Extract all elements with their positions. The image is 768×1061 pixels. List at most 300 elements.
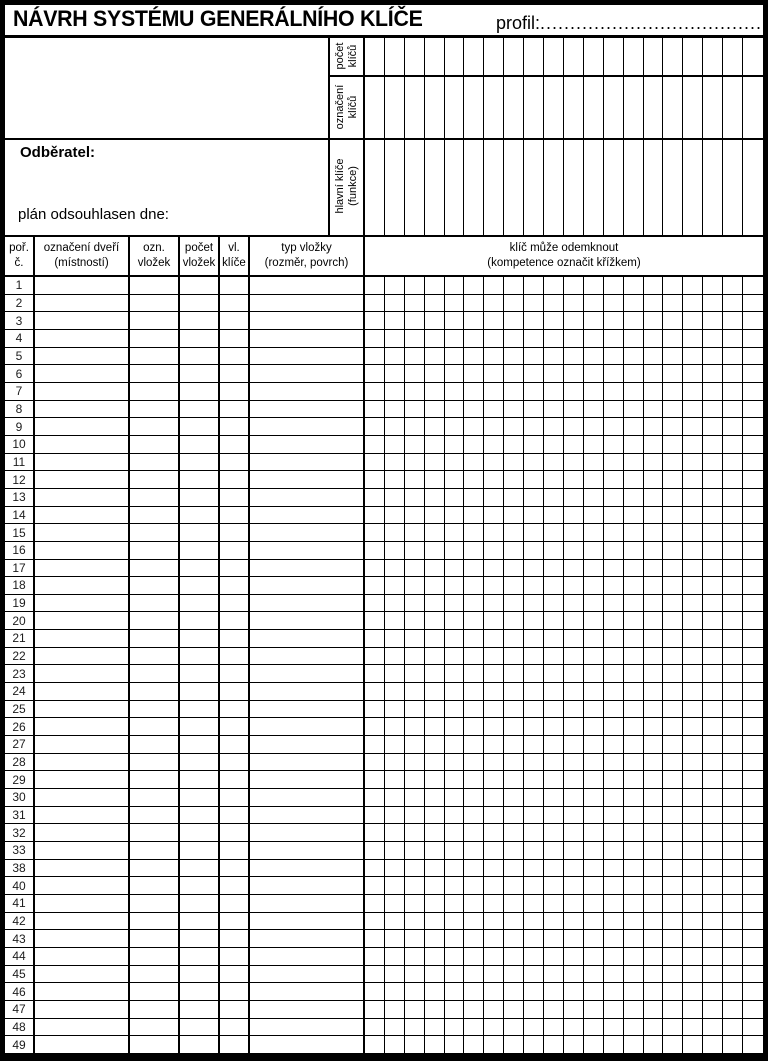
competence-cell [425,983,445,1000]
competence-cell [723,330,743,347]
competence-cell [703,736,723,753]
competence-cell [445,1019,465,1036]
key-grid-cell [644,137,664,235]
competence-cell [624,612,644,629]
competence-cell [445,665,465,682]
competence-cell [365,913,385,930]
competence-cell [445,948,465,965]
competence-grid [365,401,763,418]
row-number: 44 [5,948,35,965]
table-row [5,560,763,578]
competence-cell [703,595,723,612]
competence-grid [365,524,763,541]
competence-cell [464,560,484,577]
competence-cell [723,842,743,859]
empty-cell [250,718,365,735]
key-grid-cell [703,137,723,235]
empty-cell [220,401,250,418]
competence-cell [405,1019,425,1036]
competence-cell [624,542,644,559]
empty-cell [130,577,180,594]
competence-cell [484,595,504,612]
empty-cell [220,824,250,841]
row-number: 3 [5,312,35,329]
competence-cell [544,736,564,753]
key-grid-cell [624,137,644,235]
key-grid-cell [445,137,465,235]
empty-cell [250,877,365,894]
competence-cell [405,948,425,965]
empty-cell [180,330,220,347]
row-number: 30 [5,789,35,806]
key-grid-cell [504,38,524,75]
table-header-row [5,237,763,277]
competence-cell [365,966,385,983]
competence-cell [405,701,425,718]
main-keys-grid [365,137,763,235]
empty-cell [35,877,130,894]
competence-cell [524,966,544,983]
competence-cell [544,754,564,771]
competence-cell [663,771,683,788]
competence-cell [445,471,465,488]
row-number: 14 [5,507,35,524]
competence-cell [604,648,624,665]
empty-cell [180,1001,220,1018]
competence-cell [425,754,445,771]
competence-cell [425,789,445,806]
competence-cell [564,648,584,665]
competence-cell [564,401,584,418]
table-row [5,524,763,542]
competence-cell [365,930,385,947]
competence-cell [425,595,445,612]
competence-cell [604,665,624,682]
competence-cell [365,312,385,329]
empty-cell [250,542,365,559]
competence-cell [385,895,405,912]
competence-cell [644,542,664,559]
empty-cell [250,436,365,453]
empty-cell [180,295,220,312]
competence-cell [703,577,723,594]
empty-cell [180,1036,220,1053]
rotated-label-line: hlavní klíče [333,158,346,214]
competence-cell [484,1001,504,1018]
competence-cell [365,436,385,453]
empty-cell [180,348,220,365]
competence-cell [624,418,644,435]
competence-cell [524,1019,544,1036]
empty-cell [130,913,180,930]
competence-cell [445,913,465,930]
competence-cell [644,683,664,700]
table-row [5,312,763,330]
competence-cell [564,966,584,983]
empty-cell [220,718,250,735]
empty-cell [180,789,220,806]
empty-cell [250,418,365,435]
competence-cell [544,895,564,912]
competence-cell [385,277,405,294]
competence-cell [723,860,743,877]
competence-cell [743,665,763,682]
competence-cell [683,595,703,612]
top-section [5,38,763,237]
competence-cell [703,895,723,912]
competence-cell [564,771,584,788]
row-number: 9 [5,418,35,435]
competence-cell [683,454,703,471]
competence-cell [723,913,743,930]
competence-cell [464,860,484,877]
competence-cell [663,1019,683,1036]
competence-cell [385,842,405,859]
competence-cell [484,648,504,665]
competence-cell [405,648,425,665]
key-grid-cell [484,77,504,137]
competence-cell [464,948,484,965]
competence-cell [524,383,544,400]
competence-cell [624,507,644,524]
competence-cell [524,807,544,824]
competence-cell [663,1036,683,1053]
empty-cell [250,895,365,912]
competence-cell [464,524,484,541]
competence-cell [604,771,624,788]
key-grid-cell [743,38,763,75]
competence-cell [703,383,723,400]
empty-cell [220,807,250,824]
key-grid-cell [743,77,763,137]
competence-cell [624,401,644,418]
competence-grid [365,507,763,524]
empty-cell [35,612,130,629]
competence-cell [683,930,703,947]
key-grid-cell [385,137,405,235]
competence-cell [723,312,743,329]
competence-cell [564,877,584,894]
empty-cell [220,966,250,983]
competence-cell [683,295,703,312]
row-number: 13 [5,489,35,506]
competence-cell [703,807,723,824]
competence-cell [544,1001,564,1018]
competence-cell [703,436,723,453]
competence-cell [644,595,664,612]
table-row [5,436,763,454]
competence-cell [663,754,683,771]
competence-cell [683,877,703,894]
profil-dotted-line: ..................................... [539,13,762,33]
competence-cell [723,489,743,506]
empty-cell [180,454,220,471]
competence-cell [365,860,385,877]
competence-cell [663,454,683,471]
table-row [5,595,763,613]
competence-cell [405,842,425,859]
competence-cell [564,577,584,594]
competence-cell [604,1019,624,1036]
row-number: 42 [5,913,35,930]
competence-cell [663,718,683,735]
competence-cell [703,471,723,488]
competence-cell [405,683,425,700]
competence-cell [703,754,723,771]
empty-cell [250,842,365,859]
competence-cell [584,383,604,400]
competence-cell [624,877,644,894]
competence-cell [644,330,664,347]
competence-cell [584,542,604,559]
competence-cell [385,771,405,788]
competence-cell [743,648,763,665]
competence-cell [564,630,584,647]
competence-cell [464,983,484,1000]
profil-label: profil: [495,13,540,33]
competence-cell [464,913,484,930]
competence-cell [425,401,445,418]
row-number: 2 [5,295,35,312]
empty-cell [220,348,250,365]
competence-cell [544,1019,564,1036]
competence-cell [464,348,484,365]
competence-cell [524,665,544,682]
competence-cell [683,948,703,965]
competence-cell [703,542,723,559]
competence-cell [663,913,683,930]
competence-cell [445,560,465,577]
rotated-label [334,84,360,129]
competence-cell [524,577,544,594]
competence-cell [425,895,445,912]
competence-cell [464,612,484,629]
competence-cell [445,1001,465,1018]
competence-cell [624,295,644,312]
competence-cell [604,383,624,400]
competence-cell [723,683,743,700]
empty-cell [220,312,250,329]
empty-cell [220,277,250,294]
competence-cell [504,507,524,524]
competence-cell [644,471,664,488]
competence-cell [504,948,524,965]
empty-cell [250,595,365,612]
competence-cell [544,383,564,400]
competence-cell [484,401,504,418]
empty-cell [180,983,220,1000]
competence-cell [564,454,584,471]
header-ozn-vlozek: ozn. vložek [130,237,180,275]
competence-cell [524,1001,544,1018]
empty-cell [35,277,130,294]
empty-cell [180,471,220,488]
competence-cell [425,701,445,718]
competence-cell [683,913,703,930]
empty-cell [35,542,130,559]
competence-cell [604,630,624,647]
competence-cell [544,930,564,947]
empty-cell [35,295,130,312]
competence-cell [584,860,604,877]
competence-cell [644,1019,664,1036]
competence-cell [405,418,425,435]
header-kompetence: klíč může odemknout (kompetence označit křížkem) [487,242,641,269]
key-grid-cell [425,38,445,75]
competence-cell [464,665,484,682]
competence-cell [405,524,425,541]
competence-cell [644,665,664,682]
empty-cell [35,595,130,612]
competence-cell [544,471,564,488]
empty-cell [130,683,180,700]
competence-cell [504,418,524,435]
competence-cell [385,913,405,930]
section-divider-line [5,138,763,140]
key-grid-cell [564,77,584,137]
table-row [5,295,763,313]
competence-cell [405,577,425,594]
competence-cell [683,560,703,577]
competence-cell [445,736,465,753]
empty-cell [35,683,130,700]
competence-cell [464,401,484,418]
competence-cell [564,560,584,577]
competence-cell [723,471,743,488]
competence-cell [524,718,544,735]
competence-cell [624,365,644,382]
competence-cell [365,1036,385,1053]
table-row [5,842,763,860]
competence-cell [683,383,703,400]
competence-cell [663,401,683,418]
competence-cell [743,542,763,559]
empty-cell [250,277,365,294]
table-row [5,1036,763,1053]
competence-grid [365,630,763,647]
competence-cell [385,807,405,824]
empty-cell [220,860,250,877]
competence-cell [604,983,624,1000]
competence-grid [365,418,763,435]
competence-cell [723,966,743,983]
competence-cell [723,807,743,824]
empty-cell [130,312,180,329]
competence-cell [405,295,425,312]
competence-cell [524,842,544,859]
empty-cell [35,948,130,965]
competence-cell [524,895,544,912]
competence-cell [504,860,524,877]
competence-cell [743,1036,763,1053]
competence-cell [445,877,465,894]
competence-cell [405,824,425,841]
competence-cell [584,983,604,1000]
key-grid-cell [584,137,604,235]
competence-cell [723,754,743,771]
competence-cell [385,365,405,382]
empty-cell [35,701,130,718]
empty-cell [250,401,365,418]
competence-cell [504,1019,524,1036]
competence-cell [624,771,644,788]
competence-cell [723,577,743,594]
competence-cell [464,383,484,400]
competence-cell [504,577,524,594]
key-grid-cell [484,137,504,235]
competence-cell [425,1001,445,1018]
competence-cell [405,930,425,947]
competence-cell [484,312,504,329]
header-vl-klice: vl. klíče [220,237,250,275]
competence-cell [365,807,385,824]
competence-cell [544,683,564,700]
competence-cell [365,365,385,382]
competence-cell [484,930,504,947]
competence-cell [524,1036,544,1053]
competence-cell [624,789,644,806]
competence-cell [743,1019,763,1036]
key-grid-cell [644,38,664,75]
competence-cell [644,701,664,718]
row-number: 5 [5,348,35,365]
competence-cell [644,295,664,312]
competence-cell [624,895,644,912]
competence-cell [604,401,624,418]
competence-cell [445,295,465,312]
competence-cell [644,383,664,400]
competence-cell [683,754,703,771]
competence-cell [385,966,405,983]
competence-grid [365,771,763,788]
competence-cell [524,348,544,365]
competence-cell [663,701,683,718]
key-grid-cell [405,137,425,235]
competence-cell [564,489,584,506]
competence-cell [504,665,524,682]
empty-cell [180,807,220,824]
competence-cell [504,595,524,612]
empty-cell [35,436,130,453]
table-row [5,683,763,701]
competence-cell [484,507,504,524]
competence-cell [544,824,564,841]
competence-cell [445,365,465,382]
competence-cell [544,648,564,665]
competence-cell [385,948,405,965]
competence-cell [544,718,564,735]
empty-cell [180,542,220,559]
competence-cell [584,1019,604,1036]
competence-cell [564,1036,584,1053]
competence-cell [644,930,664,947]
empty-cell [180,595,220,612]
empty-cell [130,365,180,382]
empty-cell [250,930,365,947]
table-row [5,471,763,489]
competence-cell [663,877,683,894]
competence-cell [743,489,763,506]
competence-cell [464,577,484,594]
empty-cell [35,630,130,647]
competence-cell [365,718,385,735]
competence-cell [604,365,624,382]
competence-cell [385,754,405,771]
competence-cell [743,807,763,824]
competence-cell [723,560,743,577]
blank-area [5,38,328,137]
competence-cell [445,701,465,718]
